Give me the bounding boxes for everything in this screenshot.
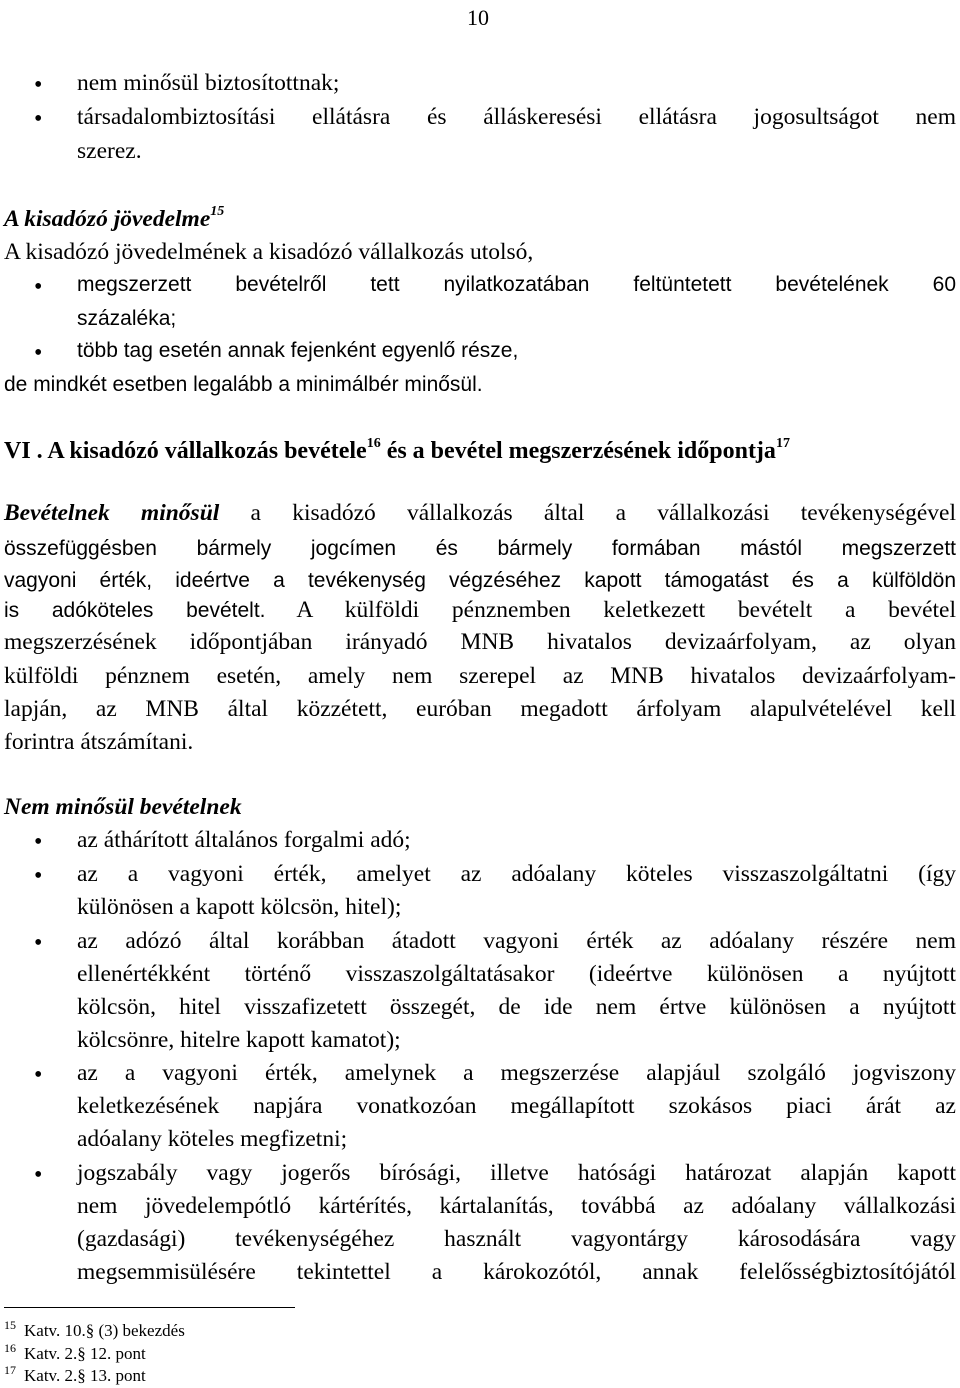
paragraph-line: is adóköteles bevételt. A külföldi pénznemben keletkezett bevételt a bevétel <box>4 597 957 623</box>
list-item-continuation: kölcsön, hitel visszafizetett összegét, de ide nem értve különösen a nyújtott <box>77 994 956 1020</box>
footnote: $^{16}$ Katv. 2.§ 12. pont <box>4 1341 146 1363</box>
list-item: megszerzett bevételről tett nyilatkozatában feltüntetett bevételének 60 <box>77 273 956 296</box>
page-number: 10 <box>467 5 489 30</box>
section-heading-income: A kisadózó jövedelme$^{15}$ <box>4 204 225 232</box>
paragraph-line: Bevételnek minősül a kisadózó vállalkozás által a vállalkozási tevékenységével <box>4 500 956 526</box>
list-item-continuation: megsemmisülésére tekintettel a károkozótól, annak felelősségbiztosítójától <box>77 1259 956 1285</box>
paragraph-line: vagyoni érték, ideértve a tevékenység végzéséhez kapott támogatást és a külföldön <box>4 569 956 592</box>
footnote-ref: 16 <box>366 436 381 451</box>
list-item-continuation: százaléka; <box>77 307 177 330</box>
bullet-marker: • <box>34 1162 43 1188</box>
paragraph-line: forintra átszámítani. <box>4 729 194 755</box>
section-heading-vi: VI . A kisadózó vállalkozás bevétele$^{16}$ és a bevétel megszerzésének időpontja$^{17}$ <box>4 436 790 464</box>
list-item-continuation: kölcsönre, hitelre kapott kamatot); <box>77 1027 401 1053</box>
list-item: az a vagyoni érték, amelynek a megszerzése alapjául szolgáló jogviszony <box>77 1060 956 1086</box>
bullet-marker: • <box>34 72 43 98</box>
list-item-continuation: nem jövedelempótló kártérítés, kártalanítás, továbbá az adóalany vállalkozási <box>77 1193 956 1219</box>
paragraph-line: lapján, az MNB által közzétett, euróban megadott árfolyam alapulvételével kell <box>4 696 956 722</box>
list-item: az adózó által korábban átadott vagyoni érték az adóalany részére nem <box>77 928 956 954</box>
footnote-ref: 17 <box>775 436 790 451</box>
paragraph-line: összefüggésben bármely jogcímen és bármely formában mástól megszerzett <box>4 537 956 560</box>
list-item-continuation: különösen a kapott kölcsön, hitel); <box>77 894 402 920</box>
bullet-marker: • <box>34 340 43 366</box>
footnote: $^{17}$ Katv. 2.§ 13. pont <box>4 1363 146 1385</box>
income-closing: de mindkét esetben legalább a minimálbér minősül. <box>4 373 483 396</box>
bullet-marker: • <box>34 863 43 889</box>
bullet-marker: • <box>34 274 43 300</box>
list-item-continuation: keletkezésének napjára vonatkozóan megállapított szokásos piaci árát az <box>77 1093 956 1119</box>
bullet-marker: • <box>34 106 43 132</box>
list-item: társadalombiztosítási ellátásra és álláskeresési ellátásra jogosultságot nem <box>77 104 956 130</box>
list-item: az áthárított általános forgalmi adó; <box>77 827 411 853</box>
income-intro: A kisadózó jövedelmének a kisadózó vállalkozás utolsó, <box>4 239 534 265</box>
footnote: $^{15}$ Katv. 10.§ (3) bekezdés <box>4 1318 185 1340</box>
list-item-continuation: ellenértékként történő visszaszolgáltatásakor (ideértve különösen a nyújtott <box>77 961 956 987</box>
list-item: jogszabály vagy jogerős bírósági, illetve hatósági határozat alapján kapott <box>77 1160 956 1186</box>
list-item: az a vagyoni érték, amelyet az adóalany köteles visszaszolgáltatni (így <box>77 861 956 887</box>
paragraph-line: megszerzésének időpontjában irányadó MNB hivatalos devizaárfolyam, az olyan <box>4 629 956 655</box>
list-item: több tag esetén annak fejenként egyenlő része, <box>77 339 519 362</box>
section-heading-not-revenue: Nem minősül bevételnek <box>4 794 242 820</box>
footnote-ref: 15 <box>210 204 225 219</box>
footnote-separator <box>4 1307 295 1308</box>
list-item-continuation: adóalany köteles megfizetni; <box>77 1126 348 1152</box>
bullet-marker: • <box>34 930 43 956</box>
list-item-continuation: (gazdasági) tevékenységéhez használt vagyontárgy károsodására vagy <box>77 1226 956 1252</box>
list-item: nem minősül biztosítottnak; <box>77 70 340 96</box>
defined-term: Bevételnek minősül <box>4 500 220 526</box>
bullet-marker: • <box>34 1062 43 1088</box>
list-item-continuation: szerez. <box>77 138 142 164</box>
bullet-marker: • <box>34 829 43 855</box>
paragraph-line: külföldi pénznem esetén, amely nem szerepel az MNB hivatalos devizaárfolyam- <box>4 663 956 689</box>
